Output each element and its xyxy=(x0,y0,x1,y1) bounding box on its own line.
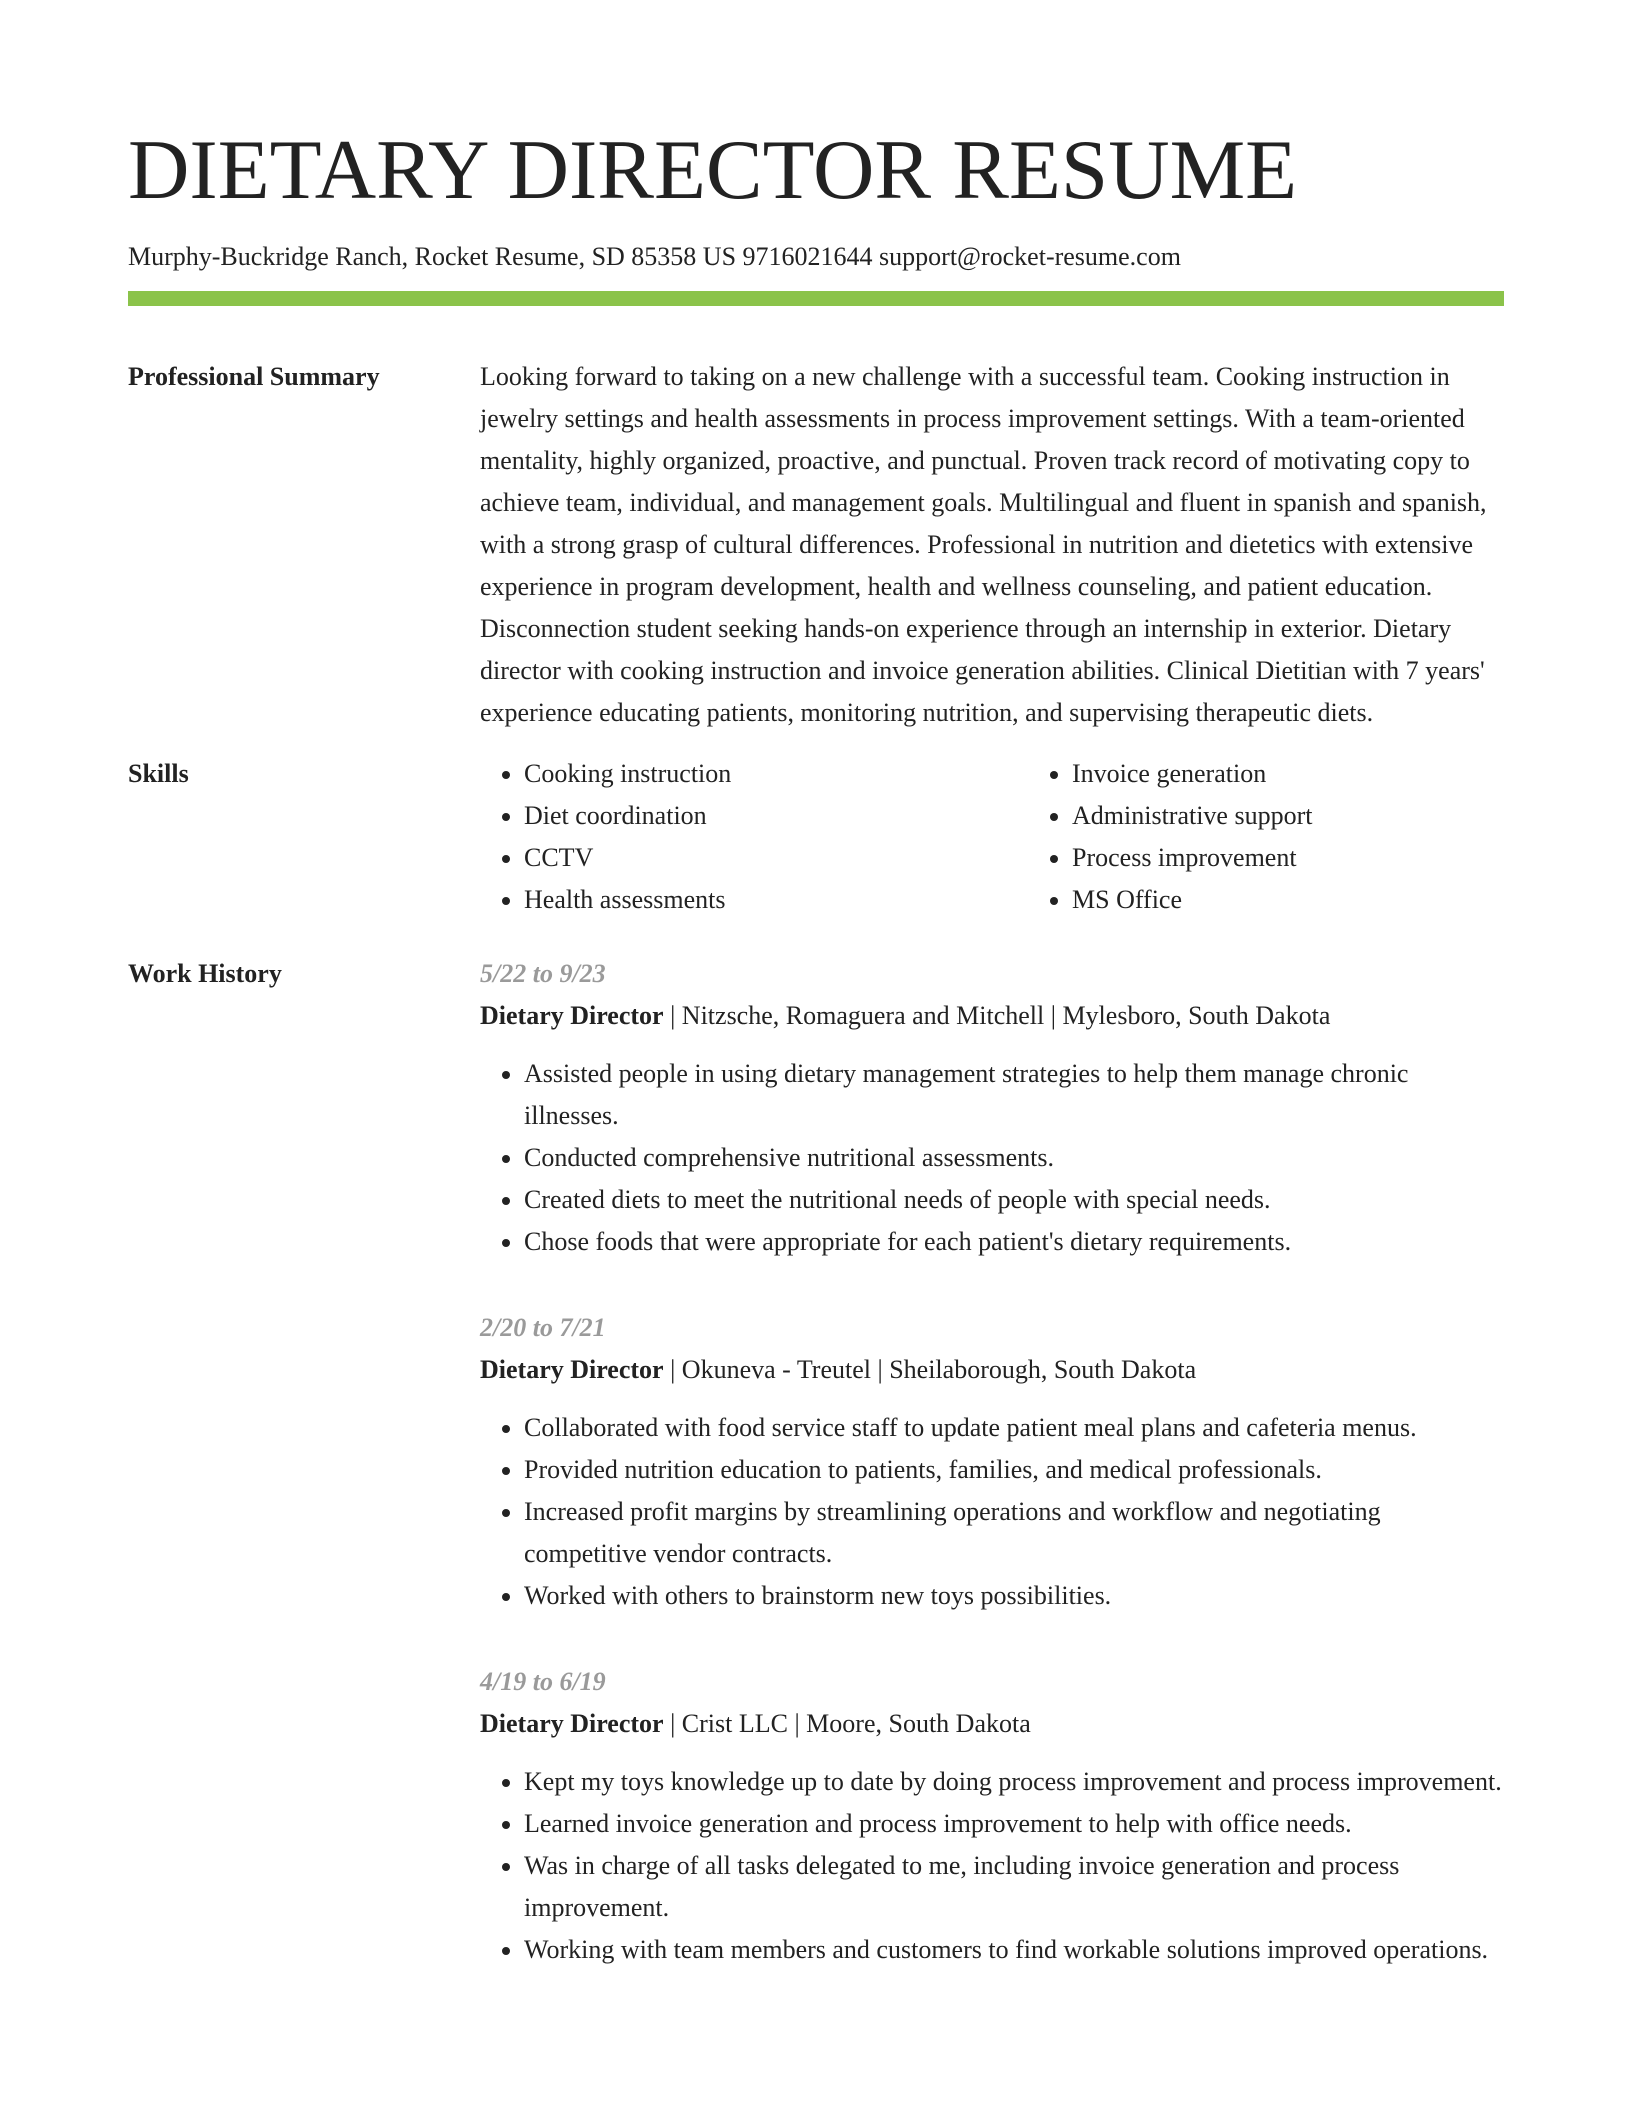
job-dates: 4/19 to 6/19 xyxy=(480,1667,606,1697)
job-header xyxy=(480,1703,1504,1745)
job-bullet-list xyxy=(480,1407,1504,1617)
skill-item: • Health assessments xyxy=(524,879,1028,921)
job-entry xyxy=(480,953,1504,1263)
section-label-skills: Skills xyxy=(128,759,189,789)
job-header xyxy=(480,1349,1504,1391)
job-entry xyxy=(480,1661,1504,1971)
skills-list-right xyxy=(1028,753,1576,921)
job-bullet: • Chose foods that were appropriate for each patient's dietary requirements. xyxy=(524,1221,1504,1263)
skill-item: • CCTV xyxy=(524,837,1028,879)
job-bullet: • Worked with others to brainstorm new toys possibilities. xyxy=(524,1575,1504,1617)
summary-text: Looking forward to taking on a new challenge with a successful team. Cooking instruction in jewelry settings and health assessments in process improvement settings. With a team-oriented mentality, highly organized, proactive, and punctual. Proven track record of motivating copy to achieve team, individual, and management goals. Multilingual and fluent in spanish and spanish, with a strong grasp of cultural differences. Professional in nutrition and dietetics with extensive experience in program development, health and wellness counseling, and patient education. Disconnection student seeking hands-on experience through an internship in exterior. Dietary director with cooking instruction and invoice generation abilities. Clinical Dietitian with 7 years' experience educating patients, monitoring nutrition, and supervising therapeutic diets. xyxy=(480,362,1487,728)
skills-body xyxy=(480,753,1576,921)
skill-item: • MS Office xyxy=(1072,879,1576,921)
job-bullet: • Conducted comprehensive nutritional assessments. xyxy=(524,1137,1504,1179)
job-details: | Crist LLC | Moore, South Dakota xyxy=(663,1709,1031,1739)
job-bullet-list xyxy=(480,1761,1504,1971)
skills-section xyxy=(128,753,1504,921)
job-dates: 5/22 to 9/23 xyxy=(480,959,606,989)
job-bullet: • Increased profit margins by streamlining operations and workflow and negotiating competitive vendor contracts. xyxy=(524,1491,1504,1575)
skill-item: • Administrative support xyxy=(1072,795,1576,837)
skill-item: • Cooking instruction xyxy=(524,753,1028,795)
job-title: Dietary Director xyxy=(480,1001,664,1031)
skill-item: • Process improvement xyxy=(1072,837,1576,879)
job-details: | Okuneva - Treutel | Sheilaborough, South Dakota xyxy=(663,1355,1197,1385)
section-label-summary: Professional Summary xyxy=(128,362,380,392)
skills-grid xyxy=(480,753,1576,921)
job-bullet: • Kept my toys knowledge up to date by doing process improvement and process improvement. xyxy=(524,1761,1504,1803)
header-divider xyxy=(128,291,1504,306)
job-dates: 2/20 to 7/21 xyxy=(480,1313,606,1343)
contact-line: Murphy-Buckridge Ranch, Rocket Resume, SD 85358 US 9716021644 support@rocket-resume.com xyxy=(128,242,1181,271)
job-bullet: • Working with team members and customers to find workable solutions improved operations. xyxy=(524,1929,1504,1971)
job-details: | Nitzsche, Romaguera and Mitchell | Mylesboro, South Dakota xyxy=(663,1001,1331,1031)
skills-list-left xyxy=(480,753,1028,921)
professional-summary-section xyxy=(128,356,1504,734)
section-label-work: Work History xyxy=(128,959,282,989)
job-bullet: • Assisted people in using dietary management strategies to help them manage chronic illnesses. xyxy=(524,1053,1504,1137)
job-header xyxy=(480,995,1504,1037)
skill-item: • Invoice generation xyxy=(1072,753,1576,795)
job-title: Dietary Director xyxy=(480,1709,664,1739)
job-bullet: • Learned invoice generation and process improvement to help with office needs. xyxy=(524,1803,1504,1845)
resume-title: DIETARY DIRECTOR RESUME xyxy=(128,123,1298,217)
job-bullet: • Created diets to meet the nutritional needs of people with special needs. xyxy=(524,1179,1504,1221)
work-history-section xyxy=(128,953,1504,2015)
work-history-body xyxy=(480,953,1504,2015)
job-bullet: • Was in charge of all tasks delegated to me, including invoice generation and process improvement. xyxy=(524,1845,1504,1929)
job-entry xyxy=(480,1307,1504,1617)
job-title: Dietary Director xyxy=(480,1355,664,1385)
resume-page xyxy=(128,118,1504,2015)
job-bullet: • Provided nutrition education to patients, families, and medical professionals. xyxy=(524,1449,1504,1491)
job-bullet-list xyxy=(480,1053,1504,1263)
job-bullet: • Collaborated with food service staff to update patient meal plans and cafeteria menus. xyxy=(524,1407,1504,1449)
skill-item: • Diet coordination xyxy=(524,795,1028,837)
